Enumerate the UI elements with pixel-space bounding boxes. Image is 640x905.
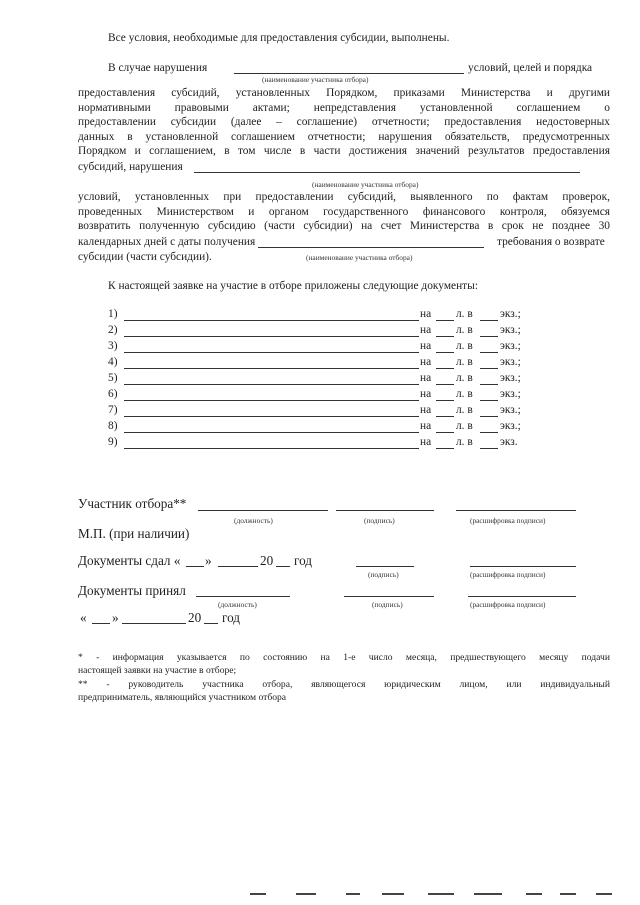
submitted-day-field[interactable] bbox=[186, 566, 204, 567]
accepted-date-close: » bbox=[112, 610, 119, 625]
submitted-year-field[interactable] bbox=[276, 566, 290, 567]
document-row-number: 1) bbox=[108, 308, 118, 320]
scan-artifact-dash bbox=[526, 893, 542, 895]
copies-count-field[interactable] bbox=[480, 352, 498, 353]
scan-artifact-dash bbox=[250, 893, 266, 895]
caption-signature: (подпись) bbox=[364, 516, 395, 525]
sheets-count-field[interactable] bbox=[436, 400, 454, 401]
document-row bbox=[108, 420, 538, 436]
document-row-number: 6) bbox=[108, 388, 118, 400]
document-name-field[interactable] bbox=[124, 368, 419, 369]
accepted-day-field[interactable] bbox=[92, 623, 110, 624]
scan-artifact-dash bbox=[346, 893, 360, 895]
submitted-year-suffix: год bbox=[294, 553, 313, 568]
days-line-end: требования о возврате bbox=[497, 236, 605, 248]
violation-body-line: Порядком и соглашением, в том числе в части достижения значений результатов предоставления bbox=[78, 145, 610, 158]
copies-label: экз.; bbox=[500, 420, 521, 432]
scan-artifact-dash bbox=[382, 893, 404, 895]
document-name-field[interactable] bbox=[124, 352, 419, 353]
scan-artifact-dash bbox=[474, 893, 502, 895]
document-row-number: 7) bbox=[108, 404, 118, 416]
submitted-open: Документы сдал « bbox=[78, 553, 181, 568]
sheets-label: л. в bbox=[456, 356, 473, 368]
seal-label: М.П. (при наличии) bbox=[78, 526, 190, 541]
document-row bbox=[108, 308, 538, 324]
copies-label: экз.; bbox=[500, 404, 521, 416]
document-name-field[interactable] bbox=[124, 336, 419, 337]
accepted-year-field[interactable] bbox=[204, 623, 218, 624]
violation-body-line: предоставления субсидий, установленных Порядком, приказами Министерства и другими bbox=[78, 87, 610, 99]
document-row bbox=[108, 388, 538, 404]
caption-participant-name-2: (наименование участника отбора) bbox=[312, 180, 419, 189]
document-name-field[interactable] bbox=[124, 384, 419, 385]
copies-count-field[interactable] bbox=[480, 384, 498, 385]
conditions-met-text: Все условия, необходимые для предоставления субсидии, выполнены. bbox=[108, 32, 450, 44]
document-name-field[interactable] bbox=[124, 448, 419, 449]
submitted-month-field[interactable] bbox=[218, 566, 258, 567]
participant-signature-field[interactable] bbox=[336, 510, 434, 511]
footnote-line: * - информация указывается по состоянию на 1-е число месяца, предшествующего месяцу подачи bbox=[78, 652, 610, 663]
copies-label: экз.; bbox=[500, 324, 521, 336]
sheets-label: л. в bbox=[456, 420, 473, 432]
copies-count-field[interactable] bbox=[480, 416, 498, 417]
footnote-2 bbox=[78, 679, 610, 704]
sheets-count-field[interactable] bbox=[436, 384, 454, 385]
acceptor-decoding-field[interactable] bbox=[468, 596, 576, 597]
accepted-date-open: « bbox=[80, 610, 87, 625]
on-label: на bbox=[420, 404, 432, 416]
violation-last-line-start: субсидий, нарушения bbox=[78, 161, 183, 173]
copies-count-field[interactable] bbox=[480, 400, 498, 401]
sheets-label: л. в bbox=[456, 308, 473, 320]
document-row-number: 8) bbox=[108, 420, 118, 432]
scan-artifact-dash bbox=[428, 893, 454, 895]
on-label: на bbox=[420, 356, 432, 368]
caption-decoding: (расшифровка подписи) bbox=[470, 600, 546, 609]
violation-intro: В случае нарушения bbox=[108, 62, 208, 74]
caption-position: (должность) bbox=[218, 600, 257, 609]
participant-name-blank-1[interactable] bbox=[234, 73, 464, 74]
participant-label: Участник отбора** bbox=[78, 496, 187, 511]
scan-artifact-dash bbox=[596, 893, 612, 895]
document-row-number: 5) bbox=[108, 372, 118, 384]
violation-body-line: нормативными правовыми актами; непредставления установленной соглашением о bbox=[78, 101, 610, 114]
on-label: на bbox=[420, 420, 432, 432]
violation-body-line: условий, установленных при предоставлении субсидий, выявленного по фактам проверок, bbox=[78, 191, 610, 203]
accepted-label: Документы принял bbox=[78, 583, 186, 598]
document-row-number: 9) bbox=[108, 436, 118, 448]
caption-position: (должность) bbox=[234, 516, 273, 525]
copies-label: экз.; bbox=[500, 372, 521, 384]
caption-participant-name-3: (наименование участника отбора) bbox=[306, 253, 413, 262]
violation-body-line: предоставлении субсидии (далее – соглашение) отчетности; предоставления недостоверных bbox=[78, 116, 610, 129]
copies-label: экз.; bbox=[500, 356, 521, 368]
violation-body-line: проведенных Министерством и органом государственного финансового контроля, обязуемся bbox=[78, 205, 610, 218]
on-label: на bbox=[420, 436, 432, 448]
on-label: на bbox=[420, 340, 432, 352]
copies-count-field[interactable] bbox=[480, 336, 498, 337]
days-line-start: календарных дней с даты получения bbox=[78, 236, 256, 248]
caption-participant-name-1: (наименование участника отбора) bbox=[262, 75, 369, 84]
copies-count-field[interactable] bbox=[480, 368, 498, 369]
sheets-label: л. в bbox=[456, 340, 473, 352]
document-row bbox=[108, 372, 538, 388]
footnote-line: настоящей заявки на участие в отборе; bbox=[78, 664, 237, 676]
violation-body-line: данных в установленной соглашением отчетности; нарушения обязательств, предусмотренных bbox=[78, 130, 610, 143]
sheets-count-field[interactable] bbox=[436, 320, 454, 321]
document-row-number: 3) bbox=[108, 340, 118, 352]
violation-intro-tail: условий, целей и порядка bbox=[468, 62, 593, 74]
caption-decoding: (расшифровка подписи) bbox=[470, 570, 546, 579]
document-name-field[interactable] bbox=[124, 320, 419, 321]
submitter-decoding-field[interactable] bbox=[470, 566, 576, 567]
sheets-count-field[interactable] bbox=[436, 352, 454, 353]
submitted-year-prefix: 20 bbox=[260, 553, 274, 568]
acceptor-signature-field[interactable] bbox=[344, 596, 434, 597]
copies-count-field[interactable] bbox=[480, 432, 498, 433]
accepted-year-prefix: 20 bbox=[188, 610, 202, 625]
copies-label: экз.; bbox=[500, 388, 521, 400]
sheets-label: л. в bbox=[456, 372, 473, 384]
sheets-label: л. в bbox=[456, 404, 473, 416]
violation-body-2 bbox=[78, 190, 610, 234]
copies-count-field[interactable] bbox=[480, 448, 498, 449]
sheets-label: л. в bbox=[456, 324, 473, 336]
document-row bbox=[108, 404, 538, 420]
footnote-line: предприниматель, являющийся участником отбора bbox=[78, 691, 287, 703]
document-row-number: 4) bbox=[108, 356, 118, 368]
footnote-1 bbox=[78, 652, 610, 677]
document-name-field[interactable] bbox=[124, 416, 419, 417]
copies-count-field[interactable] bbox=[480, 320, 498, 321]
on-label: на bbox=[420, 308, 432, 320]
submitted-close: » bbox=[205, 553, 212, 568]
sheets-count-field[interactable] bbox=[436, 416, 454, 417]
on-label: на bbox=[420, 324, 432, 336]
document-row bbox=[108, 340, 538, 356]
document-name-field[interactable] bbox=[124, 432, 419, 433]
on-label: на bbox=[420, 388, 432, 400]
document-row-number: 2) bbox=[108, 324, 118, 336]
document-row bbox=[108, 324, 538, 340]
footnote-line: ** - руководитель участника отбора, являющегося юридическим лицом, или индивидуальный bbox=[78, 679, 610, 690]
copies-label: экз.; bbox=[500, 308, 521, 320]
participant-decoding-field[interactable] bbox=[456, 510, 576, 511]
violation-body-line: возвратить полученную субсидию (части субсидии) на счет Министерства в срок не позднее 30 bbox=[78, 220, 610, 233]
violation-body bbox=[78, 86, 610, 159]
sheets-label: л. в bbox=[456, 436, 473, 448]
final-line: субсидии (части субсидии). bbox=[78, 251, 212, 263]
sheets-count-field[interactable] bbox=[436, 448, 454, 449]
on-label: на bbox=[420, 372, 432, 384]
caption-decoding: (расшифровка подписи) bbox=[470, 516, 546, 525]
submitter-signature-field[interactable] bbox=[356, 566, 414, 567]
caption-signature: (подпись) bbox=[372, 600, 403, 609]
accepted-month-field[interactable] bbox=[122, 623, 186, 624]
sheets-label: л. в bbox=[456, 388, 473, 400]
caption-signature: (подпись) bbox=[368, 570, 399, 579]
document-name-field[interactable] bbox=[124, 400, 419, 401]
participant-position-field[interactable] bbox=[198, 510, 328, 511]
sheets-count-field[interactable] bbox=[436, 432, 454, 433]
participant-name-blank-3[interactable] bbox=[258, 247, 484, 248]
acceptor-position-field[interactable] bbox=[196, 596, 290, 597]
copies-label: экз.; bbox=[500, 340, 521, 352]
document-row bbox=[108, 436, 538, 452]
scan-artifact-dash bbox=[560, 893, 576, 895]
document-row bbox=[108, 356, 538, 372]
participant-name-blank-2[interactable] bbox=[194, 172, 580, 173]
scan-artifact-dash bbox=[296, 893, 316, 895]
copies-label: экз. bbox=[500, 436, 518, 448]
documents-intro: К настоящей заявке на участие в отборе приложены следующие документы: bbox=[108, 280, 478, 292]
sheets-count-field[interactable] bbox=[436, 336, 454, 337]
sheets-count-field[interactable] bbox=[436, 368, 454, 369]
accepted-year-suffix: год bbox=[222, 610, 241, 625]
